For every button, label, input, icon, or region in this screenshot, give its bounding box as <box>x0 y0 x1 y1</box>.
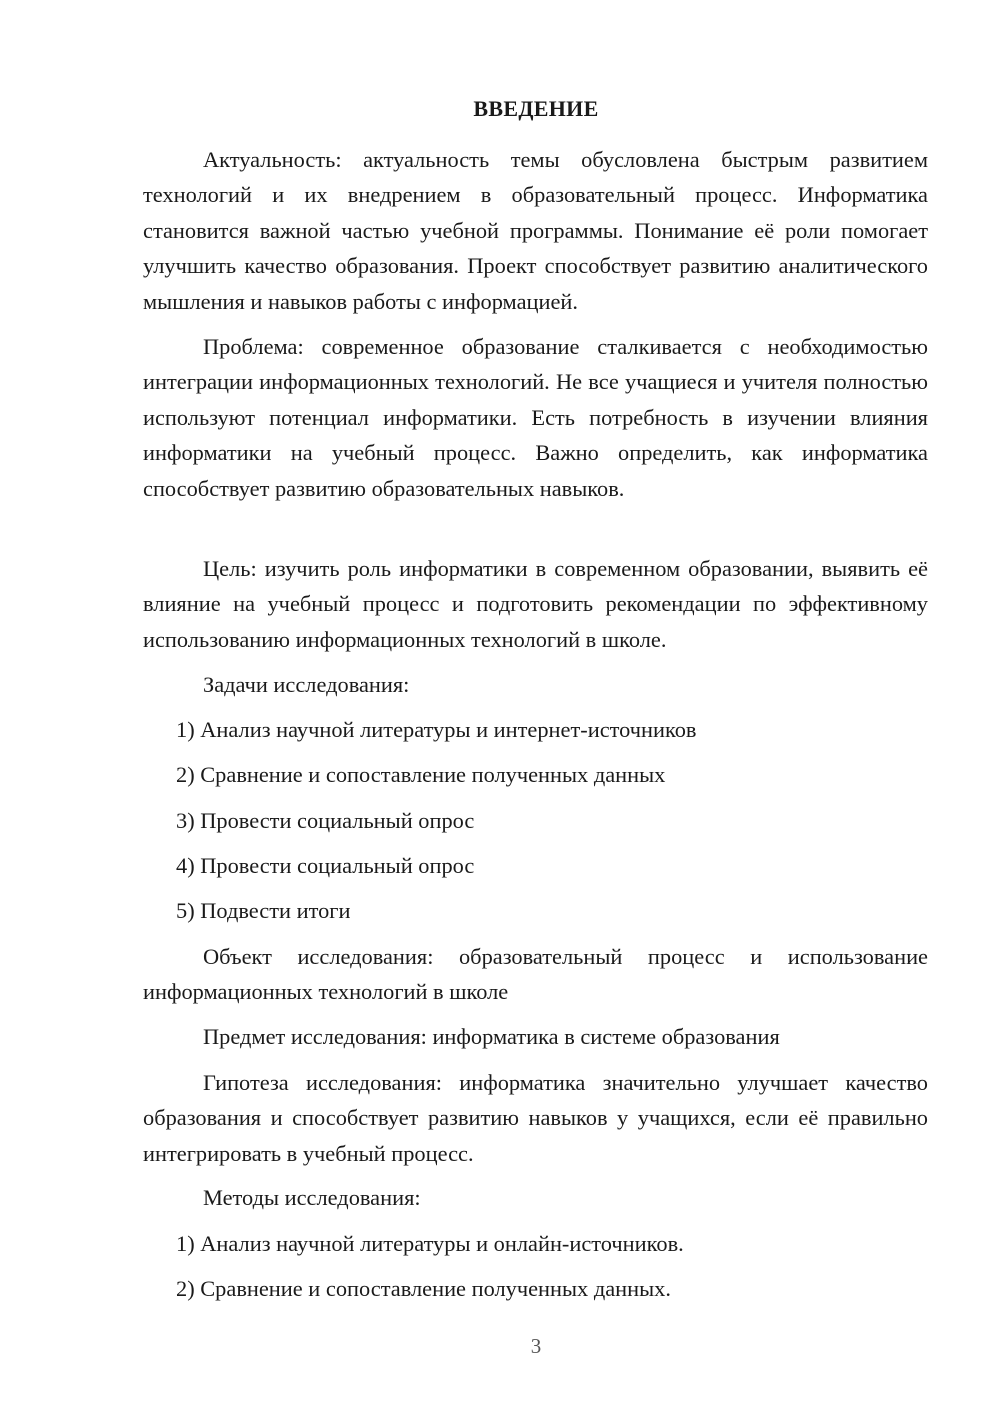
subject-line: Предмет исследования: информатика в системе образования <box>203 1024 780 1049</box>
task-item-5: 5) Подвести итоги <box>176 898 351 923</box>
methods-title: Методы исследования: <box>203 1185 421 1210</box>
hypothesis-paragraph: Гипотеза исследования: информатика значительно улучшает качество образования и способствует развитию навыков у учащихся, если её правильно интегрировать в учебный процесс. <box>143 1070 928 1166</box>
task-item-3: 3) Провести социальный опрос <box>176 808 475 833</box>
goal-paragraph: Цель: изучить роль информатики в современном образовании, выявить её влияние на учебный процесс и подготовить рекомендации по эффективному использованию информационных технологий в школе. <box>143 556 928 652</box>
object-paragraph: Объект исследования: образовательный процесс и использование информационных технологий в школе <box>143 944 928 1005</box>
task-item-1: 1) Анализ научной литературы и интернет-источников <box>176 717 697 742</box>
task-item-4: 4) Провести социальный опрос <box>176 853 475 878</box>
task-item-2: 2) Сравнение и сопоставление полученных данных <box>176 762 666 787</box>
section-heading: ВВЕДЕНИЕ <box>473 96 599 121</box>
page-number: 3 <box>530 1334 542 1358</box>
method-item-2: 2) Сравнение и сопоставление полученных данных. <box>176 1276 671 1301</box>
problem-paragraph: Проблема: современное образование сталкивается с необходимостью интеграции информационных технологий. Не все учащиеся и учителя полностью используют потенциал информатики. Есть потребность в изучении влияния информатики на учебный процесс. Важно определить, как информатика способствует развитию образовательных навыков. <box>143 334 928 501</box>
method-item-1: 1) Анализ научной литературы и онлайн-источников. <box>176 1231 684 1256</box>
tasks-title: Задачи исследования: <box>203 672 410 697</box>
relevance-paragraph: Актуальность: актуальность темы обусловлена быстрым развитием технологий и их внедрением в образовательный процесс. Информатика становится важной частью учебной программы. Понимание её роли помогает улучшить качество образования. Проект способствует развитию аналитического мышления и навыков работы с информацией. <box>143 147 928 314</box>
